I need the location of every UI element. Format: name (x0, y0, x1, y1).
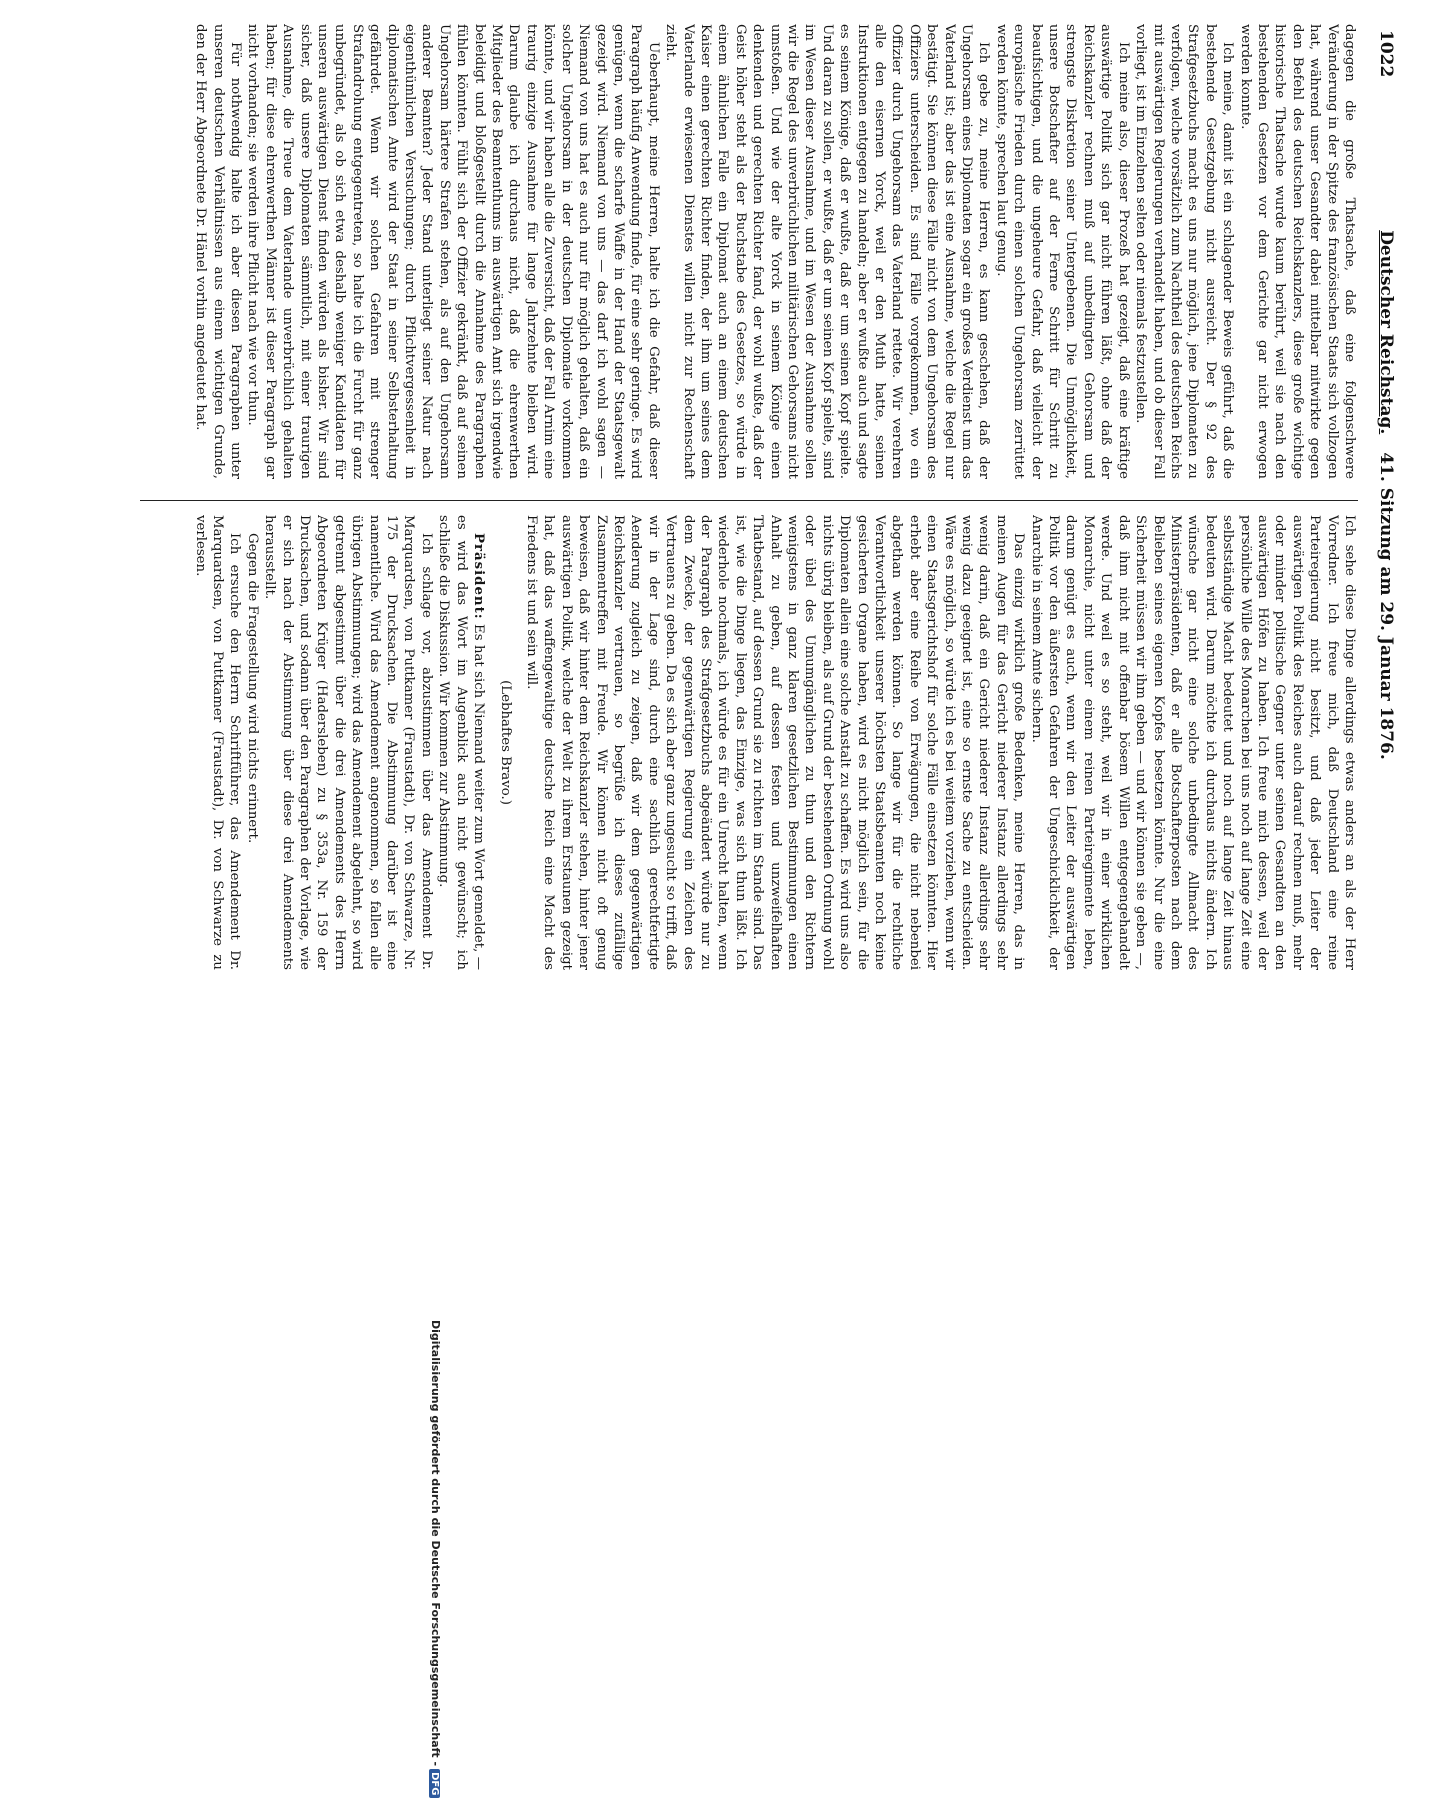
paragraph (497, 515, 514, 970)
paragraph (244, 24, 662, 479)
paragraph-text: Ueberhaupt, meine Herren, halte ich die Gefahr, daß dieser Paragraph häufig Anwendung finde, für eine sehr geringe. Es wird genügen, wenn die scharfe Waffe in der Hand der Staatsgewalt gezeigt wird. Niemand von uns — das darf ich wohl sagen — Niemand von uns hat es auch nur für möglich gehalten, daß ein solcher Ungehorsam in der deutschen Diplomatie vorkommen könnte, und wir haben alle die Zuversicht, daß der Fall Arnim eine traurig einzige Ausnahme für lange Jahrzehnte bleiben wird. Darum glaube ich durchaus nicht, daß die ehrenwerthen Mitglieder des Beamtenthums im auswärtigen Amt sich irgendwie beleidigt und bloßgestellt durch die Annahme des Paragraphen fühlen könnten. Fühlt sich der Offizier gekränkt, daß auf seinen Ungehorsam härtere Strafen stehen, als auf den Ungehorsam anderer Beamten? Jeder Stand unterliegt seiner Natur nach eigenthümlichen Versuchungen; durch Pflichtvergessenheit in diplomatischen Amte wird der Staat in seiner Selbsterhaltung gefährdet. Wenn wir solchen Gefahren mit strenger Strafandrohung entgegentreten, so halte ich die Furcht für ganz unbegründet, als ob sich etwa deshalb weniger Kandidaten für unseren auswärtigen Dienst finden würden als bisher. Wir sind sicher, daß unsere Diplomaten sämmtlich, mit einer traurigen Ausnahme, die Treue dem Vaterlande unverbrüchlich gehalten haben; für diese ehrenwerthen Männer ist dieser Paragraph gar nicht vorhanden; sie werden ihre Pflicht nach wie vor thun. (245, 24, 661, 479)
paragraph-text: Ich meine, damit ist ein schlagender Beweis geführt, daß die bestehende Gesetzgebung nicht ausreicht. Der § 92 des Strafgesetzbuchs macht es uns nur möglich, jene Diplomaten zu verfolgen, welche vorsätzlich zum Nachtheil des deutschen Reichs mit auswärtigen Regierungen verhandelt haben, und ob dieser Fall vorliegt, ist im Einzelnen selten oder niemals festzustellen. (1133, 24, 1236, 479)
session-title: 41. Sitzung am 29. Januar 1876. (1376, 452, 1396, 760)
paragraph (261, 515, 435, 970)
text-columns (140, 24, 1358, 970)
paragraph (192, 24, 244, 479)
dfg-logo: DFG (429, 1769, 440, 1798)
paragraph-text: Gegen die Fragestellung wird nichts erinnert. (244, 533, 260, 844)
page-number: 1022 (1376, 30, 1396, 78)
paragraph (1132, 24, 1236, 479)
paragraph-text: dagegen die große Thatsache, daß eine folgenschwere Veränderung in der Spitze des französischen Staats sich vollzogen hat, während unser Gesandter dabei mittelbar mitwirkte gegen den Befehl des deutschen Reichskanzlers, diese große wichtige historische Thatsache wurde kaum berührt, weil sie nach den bestehenden Gesetzen vor dem Gerichte gar nicht erwogen werden konnte. (1237, 24, 1357, 479)
speaker-name: Präsident: (471, 533, 487, 620)
paragraph-text: Es hat sich Niemand weiter zum Wort gemeldet, — es wird das Wort im Augenblick auch nicht gewünscht; ich schließe die Diskussion. Wir kommen zur Abstimmung. (436, 515, 487, 970)
right-column (140, 515, 1358, 970)
paragraph (243, 515, 260, 970)
paragraph (435, 515, 487, 970)
paragraph (662, 24, 993, 479)
paragraph-text: Für nothwendig halte ich aber diesen Paragraphen unter unseren deutschen Verhältnissen aus einem wichtigen Grunde, den der Herr Abgeordnete Dr. Hänel vorhin angedeutet hat. (193, 24, 243, 479)
paragraph (191, 515, 243, 970)
paragraph (1027, 515, 1358, 970)
digitization-credit (424, 1320, 442, 1796)
paragraph-text: (Lebhaftes Bravo.) (498, 680, 514, 805)
publication-title: Deutscher Reichstag. (1376, 230, 1396, 435)
left-column (140, 24, 1358, 479)
page-title (1376, 30, 1396, 960)
credit-text: Digitalisierung gefördert durch die Deutsche Forschungsgemeinschaft - (429, 1320, 442, 1767)
paragraph (523, 515, 1028, 970)
running-head (1368, 30, 1396, 960)
paragraph (1236, 24, 1358, 479)
paragraph-text: Das einzig wirklich große Bedenken, meine Herren, das in meinen Augen für das Gericht niederer Instanz allerdings sehr wenig darin, daß ein Gericht niederer Instanz allerdings sehr wenig dazu geeignet ist, eine so ernste Sache zu entscheiden. Wäre es möglich, so würde ich es bei weitem vorziehen, wenn wir einen Staatsgerichtshof für solche Fälle einsetzen könnten. Hier erhebt aber eine Reihe von Erwägungen, die nicht nebenbei abgethan werden können. So lange wir für die rechtliche Verantwortlichkeit unserer höchsten Staatsbeamten noch keine gesicherten Organe haben, wird es nicht möglich sein, für die Diplomaten allein eine solche Anstalt zu schaffen. Es wird uns also nichts übrig bleiben, als auf Grund der bestehenden Ordnung wohl oder übel des Umumgänglichen zu thun und den Richtern wenigstens in ganz klaren gesetzlichen Bestimmungen einen Anhalt zu geben, auf dessen festen und unzweifelhaften Thatbestand, auf dessen Grund sie zu richten im Stande sind. Das ist, wie die Dinge liegen, das Einzige, was sich thun läßt. Ich wiederhole nochmals, ich würde es für ein Unrecht halten, wenn der Paragraph des Strafgesetzbuchs abgeändert würde nur zu dem Zwecke, der gegenwärtigen Regierung ein Zeichen des Vertrauens zu geben. Da es sich aber ganz ungesucht so trifft, daß wir in der Lage sind, durch eine sachlich gerechtfertigte Aenderung zugleich zu zeigen, daß wir dem gegenwärtigen Reichskanzler vertrauen, so begrüße ich dieses zufällige Zusammentreffen mit Freude. Wir können nicht oft genug beweisen, daß wir hinter dem Reichskanzler stehen, hinter jener auswärtigen Politik, welche der Welt zu ihrem Erstaunen gezeigt hat, daß das waffengewaltige deutsche Reich eine Macht des Friedens ist und sein will. (523, 515, 1027, 970)
paragraph-text: Ich meine also, dieser Prozeß hat gezeigt, daß eine kräftige auswärtige Politik sich gar nicht führen läßt, ohne daß der Reichskanzler rechnen muß auf unbedingten Gehorsam und strengste Diskretion seiner Untergebenen. Die Unmöglichkeit, unsere Botschafter auf der Ferne Schritt für Schritt zu beaufsichtigen, und die ungeheure Gefahr, daß vielleicht der europäische Frieden durch einen solchen Ungehorsam zerrüttet werden könnte, sprechen laut genug. (993, 24, 1131, 479)
paragraph-text: Ich gebe zu, meine Herren, es kann geschehen, daß der Ungehorsam eines Diplomaten sogar ein großes Verdienst um das Vaterland ist; aber das ist eine Ausnahme, welche die Regel nur bestätigt. Sie können diese Fälle nicht von dem Ungehorsam des Offiziers unterscheiden. Es sind Fälle vorgekommen, wo ein Offizier durch Ungehorsam das Vaterland rettete. Wir verehren alle den eisernen Yorck, weil er den Muth hatte, seinen Instruktionen entgegen zu handeln; aber er wußte auch und sagte es seinem Könige, daß er wußte, daß er um seinen Kopf spielte. Und daran zu sollen, er wußte, daß er um seinen Kopf spielte, sind im Wesen dieser Ausnahme, und im Wesen der Ausnahme sollen wir die Regel des unverbrüchlichen militärischen Gehorsams nicht umstoßen. Und wie der alte Yorck in seinem Könige einen denkenden und gerechten Richter fand, der wohl wußte, daß der Geist höher steht als der Buchstabe des Gesetzes, so würde in einem ähnlichen Falle ein Diplomat auch an einem deutschen Kaiser einen gerechten Richter finden, der ihm um seines dem Vaterlande erwiesenen Dienstes willen nicht zur Rechenschaft zieht. (663, 24, 992, 479)
column-divider (140, 500, 1358, 501)
paragraph-text: Ich schlage vor, abzustimmen über das Amendement Dr. Marquardsen, von Puttkamer (Fraustadt), Dr. von Schwarze, Nr. 175 der Drucksachen. Die Abstimmung darüber ist eine namentliche. Wird das Amendement angenommen, so fallen alle übrigen Abstimmungen; wird das Amendement abgelehnt, so wird getrennt abgestimmt über die drei Amendements des Herrn Abgeordneten Krüger (Hadersleben) zu § 353a, Nr. 159 der Drucksachen, und sodann über den Paragraphen der Vorlage, wie er sich nach der Abstimmung über diese drei Amendements herausstellt. (262, 515, 434, 970)
paragraph (992, 24, 1131, 479)
paragraph-text: Ich ersuche den Herrn Schriftführer, das Amendement Dr. Marquardsen, von Puttkamer (Fraustadt), Dr. von Schwarze zu verlesen. (192, 515, 243, 970)
paragraph-text: Ich sehe diese Dinge allerdings etwas anders an als der Herr Vorredner. Ich freue mich, daß Deutschland eine reine Parteiregierung nicht besitzt, und daß jeder Leiter der auswärtigen Politik des Reiches auch darauf rechnen muß, mehr oder minder politische Gegner unter seinen Gesandten an den auswärtigen Höfen zu haben. Ich freue mich dessen, weil der persönliche Wille des Monarchen bei uns noch auf lange Zeit eine selbstständige Macht bedeutet und noch auf lange Zeit hinaus bedeuten wird. Darum möchte ich durchaus nichts ändern. Ich wünsche gar nicht eine solche unbedingte Allmacht des Ministerpräsidenten, daß er alle Botschafterposten nach dem Belieben seines eigenen Kopfes besetzen könnte. Nur die eine Sicherheit müssen wir ihm geben — und wir können sie geben —, daß ihm nicht mit offenbar bösem Willen entgegengehandelt werde. Und weil es so steht, weil wir in einer wirklichen Monarchie, nicht unter einem reinen Parteiregimente leben, darum genügt es auch, wenn wir den Leiter der auswärtigen Politik vor den äußersten Gefahren der Ungeschicklichkeit, der Anarchie in seinem Amte sichern. (1028, 515, 1357, 970)
